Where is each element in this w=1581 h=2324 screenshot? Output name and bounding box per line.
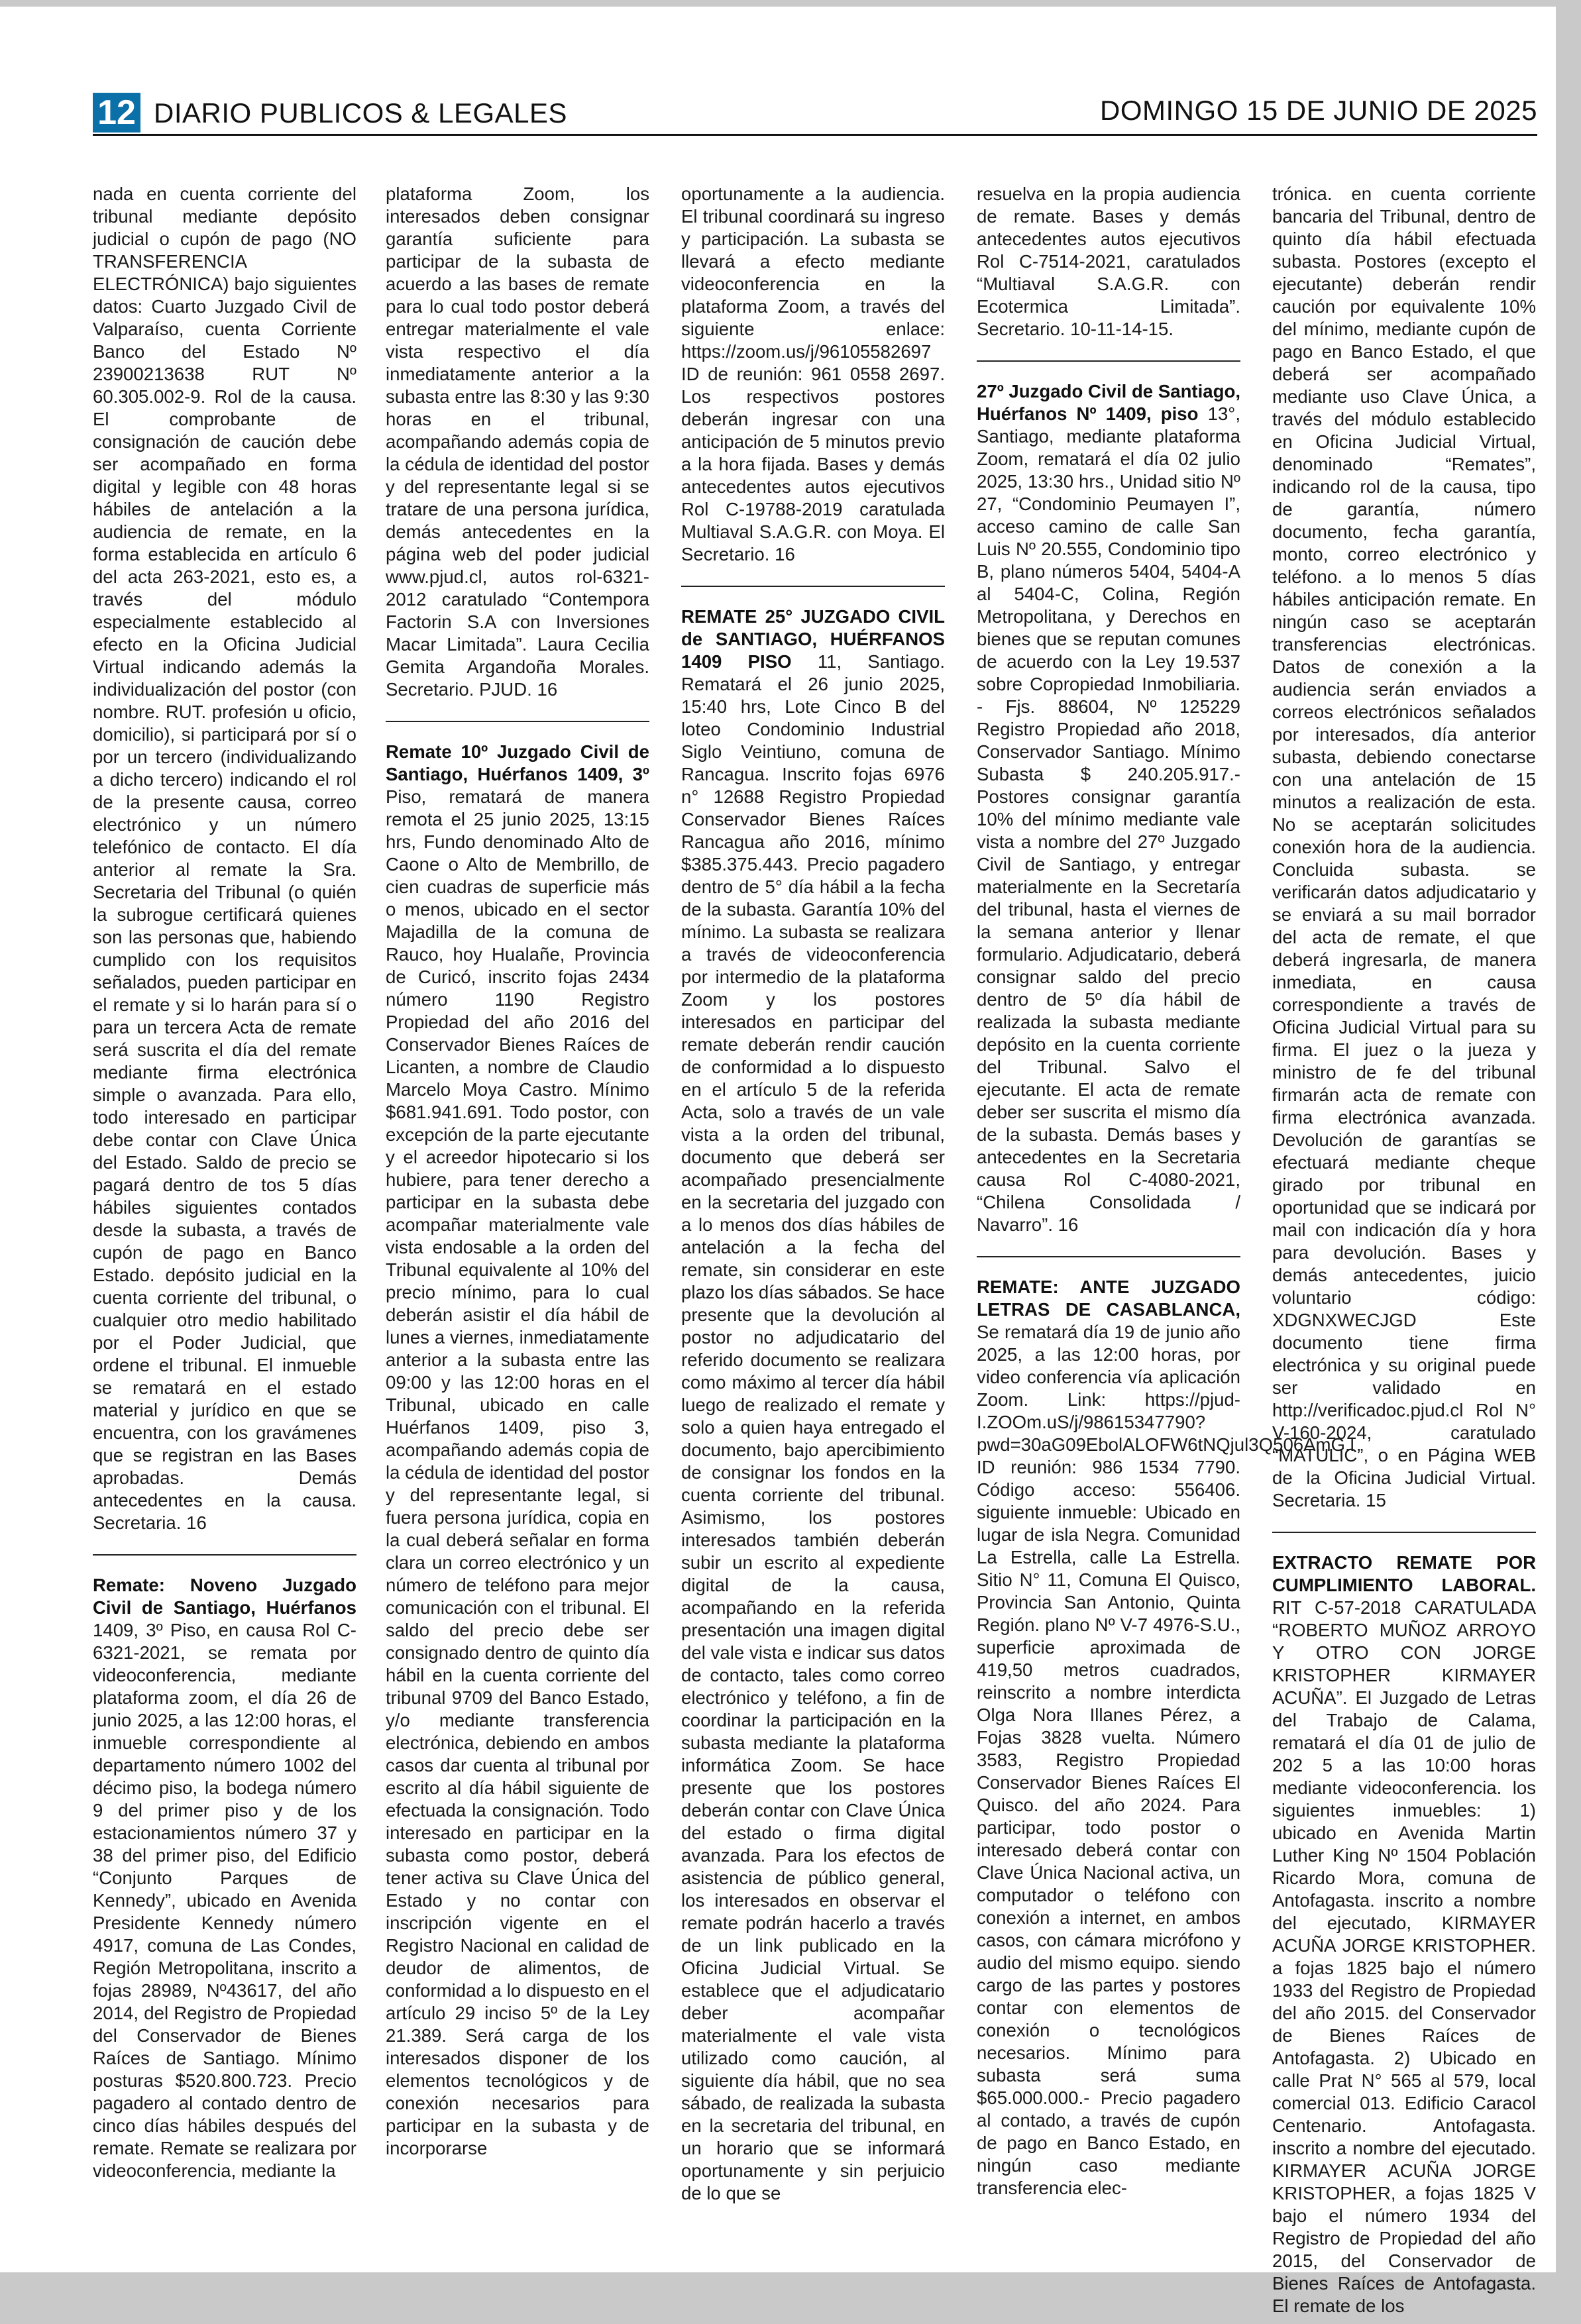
notice-body: 11, Santiago. Rematará el 26 junio 2025, 15:40 hrs, Lote Cinco B del loteo Condominio Industrial Siglo Veintiuno, comuna de Rancagua. Inscrito fojas 6976 n° 12688 Registro Propiedad Conservador Bienes Raíces Rancagua año 2016, mínimo $385.375.443. Precio pagadero dentro de 5° día hábil a la fecha de la subasta. Garantía 10% del mínimo. La subasta se realizara a través de videoconferencia por intermedio de la plataforma Zoom y los postores interesados en participar del remate deberán rendir caución de conformidad a lo dispuesto en el artículo 5 de la referida Acta, solo a través de un vale vista a la orden del tribunal, documento que deberá ser acompañado presencialmente en la secretaria del juzgado con a lo menos dos días hábiles de antelación a la fecha del remate, sin considerar en este plazo los días sábados. Se hace presente que la devolución al postor no adjudicatario del referido documento se realizara como máximo al tercer día hábil luego de realizado el remate y solo a quien haya entregado el documento, bajo apercibimiento de consignar los fondos en la cuenta corriente del tribunal. Asimismo, los postores interesados también deberán subir un escrito al expediente digital de la causa, acompañando en la referida presentación una imagen digital del vale vista e indicar sus datos de contacto, tales como correo electrónico y teléfono, a fin de coordinar la participación en la subasta mediante la plataforma informática Zoom. Se hace presente que los postores deberán contar con Clave Única del estado o firma digital avanzada. Para los efectos de asistencia de público general, los interesados en observar el remate podrán hacerlo a través de un link publicado en la Oficina Judicial Virtual. Se establece que el adjudicatario deber acompañar materialmente el vale vista utilizado como caución, al siguiente día hábil, que no sea sábado, de realizada la subasta en la secretaria del tribunal, en un horario que se informará oportunamente y sin perjuicio de lo que se: [681, 651, 945, 2203]
issue-date: DOMINGO 15 DE JUNIO DE 2025: [1099, 95, 1537, 126]
notice-continuation: trónica. en cuenta corriente bancaria del Tribunal, dentro de quinto día hábil efectuada subasta. Postores (excepto el ejecutante) deberán rendir caución por equivalente 10% del mínimo, mediante cupón de pago en Banco Estado, el que deberá ser acompañado mediante uso Clave Única, a través del módulo establecido en Oficina Judicial Virtual, denominado “Remates”, indicando rol de la causa, tipo de garantía, número documento, fecha garantía, monto, correo electrónico y teléfono. a lo menos 5 días hábiles anticipación remate. En ningún caso se aceptarán transferencias electrónicas. Datos de conexión a la audiencia serán enviados a correos electrónicos señalados por interesados, día anterior subasta, debiendo conectarse con una antelación de 15 minutos a realización de esta. No se aceptarán solicitudes conexión hora de la audiencia. Concluida subasta. se verificarán datos adjudicatario y se enviará a su mail borrador del acta de remate, el que deberá ingresarla, de manera inmediata, en causa correspondiente a través de Oficina Judicial Virtual para su firma. El juez o la jueza y ministro de fe del tribunal firmarán acta de remate con firma electrónica avanzada. Devolución de garantías se efectuará mediante cheque girado por tribunal en oportunidad que se indicará por mail con indicación día y hora para devolución. Bases y demás antecedentes, juicio voluntario código: XDGNXWECJGD Este documento tiene firma electrónica y su original puede ser validado en http://verificadoc.pjud.cl Rol N° V-160-2024, caratulado “MATULIC”, o en Página WEB de la Oficina Judicial Virtual. Secretaria. 15: [1272, 184, 1536, 1510]
notice-continuation: plataforma Zoom, los interesados deben consignar garantía suficiente para participar de la subasta de acuerdo a las bases de remate para lo cual todo postor deberá entregar materialmente el vale vista respectivo el día inmediatamente anterior a la subasta entre las 8:30 y las 9:30 horas en el tribunal, acompañando además copia de la cédula de identidad del postor y del representante legal si se tratare de una persona jurídica, demás antecedentes en la página web del poder judicial www.pjud.cl, autos rol-6321-2012 caratulado “Contempora Factorin S.A con Inversiones Macar Limitada”. Laura Cecilia Gemita Argandoña Morales. Secretario. PJUD. 16: [386, 184, 649, 700]
notice-body: Se rematará día 19 de junio año 2025, a las 12:00 horas, por video conferencia vía aplicación Zoom. Link: https://pjud-I.ZOOm.uS/j/98615347790?pwd=30aG09EbolALOFW6tNQjul3Q506AmG.l ID reunión: 986 1534 7790. Código acceso: 556406. siguiente inmueble: Ubicado en lugar de isla Negra. Comunidad La Estrella, calle La Estrella. Sitio N° 11, Comuna El Quisco, Provincia San Antonio, Quinta Región. plano Nº V-7 4976-S.U., superficie aproximada de 419,50 metros cuadrados, reinscrito a nombre interdicta Olga Nora Illanes Pérez, a Fojas 3828 vuelta. Número 3583, Registro Propiedad Conservador Bienes Raíces El Quisco. del año 2024. Para participar, todo postor o interesado deberá contar con Clave Única Nacional activa, un computador o teléfono con conexión a internet, en ambos casos, con cámara micrófono y audio del mismo equipo. siendo cargo de las partes y postores contar con elementos de conexión o tecnológicos necesarios. Mínimo para subasta será suma $65.000.000.- Precio pagadero al contado, a través de cupón de pago en Banco Estado, en ningún caso mediante transferencia elec-: [977, 1322, 1354, 2198]
notice-title: REMATE: ANTE JUZGADO LETRAS DE CASABLANCA,: [977, 1277, 1240, 1320]
newspaper-page: [0, 7, 1556, 2316]
column-5: [1272, 183, 1536, 2316]
divider: [1272, 1532, 1536, 1533]
newspaper-title: DIARIO PUBLICOS & LEGALES: [154, 97, 568, 129]
legal-notice: [1272, 1552, 1536, 2317]
notice-title: EXTRACTO REMATE POR CUMPLIMIENTO LABORAL.: [1272, 1552, 1536, 1595]
divider: [977, 1256, 1240, 1257]
legal-notice: [681, 606, 945, 2205]
notice-body: RIT C-57-2018 CARATULADA “ROBERTO MUÑOZ ARROYO Y OTRO CON JORGE KRISTOPHER KIRMAYER ACUÑA”. El Juzgado de Letras del Trabajo de Calama, rematará el día 01 de julio de 202 5 a las 10:00 horas mediante videoconferencia. los siguientes inmuebles: 1) ubicado en Avenida Martin Luther King Nº 1504 Población Ricardo Mora, comuna de Antofagasta. inscrito a nombre del ejecutado, KIRMAYER ACUÑA JORGE KRISTOPHER. a fojas 1825 bajo el número 1933 del Registro de Propiedad del año 2015. del Conservador de Bienes Raíces de Antofagasta. 2) Ubicado en calle Prat N° 565 al 579, local comercial 013. Edificio Caracol Centenario. Antofagasta. inscrito a nombre del ejecutado. KIRMAYER ACUÑA JORGE KRISTOPHER, a fojas 1825 V bajo el número 1934 del Registro de Propiedad del año 2015, del Conservador de Bienes Raíces de Antofagasta. El remate de los: [1272, 1597, 1536, 2316]
column-4: [977, 183, 1354, 2198]
notice-title: REMATE 25° JUZGADO CIVIL de SANTIAGO, HUÉRFANOS 1409 PISO: [681, 606, 945, 672]
page-header: [93, 87, 1537, 136]
divider: [977, 360, 1240, 362]
notice-body: Piso, rematará de manera remota el 25 junio 2025, 13:15 hrs, Fundo denominado Alto de Caone o Alto de Membrillo, de cien cuadras de superficie más o menos, ubicado en el sector Majadilla de la comuna de Rauco, hoy Hualañe, Provincia de Curicó, inscrito fojas 2434 número 1190 Registro Propiedad del año 2016 del Conservador Bienes Raíces de Licanten, a nombre de Claudio Marcelo Moya Castro. Mínimo $681.941.691. Todo postor, con excepción de la parte ejecutante y el acreedor hipotecario si los hubiere, para tener derecho a participar en la subasta debe acompañar materialmente vale vista endosable a la orden del Tribunal equivalente al 10% del precio mínimo, para lo cual deberán asistir el día hábil de lunes a viernes, inmediatamente anterior a la subasta entre las 09:00 y las 12:00 horas en el Tribunal, ubicado en calle Huérfanos 1409, piso 3, acompañando además copia de la cédula de identidad del postor y del representante legal, si fuera persona jurídica, copia en la cual deberá señalar en forma clara un correo electrónico y un número de teléfono para mejor comunicación con el tribunal. El saldo del precio debe ser consignado dentro de quinto día hábil en la cuenta corriente del tribunal 9709 del Banco Estado, y/o mediante transferencia electrónica, debiendo en ambos casos dar cuenta al tribunal por escrito al día hábil siguiente de efectuada la consignación. Todo interesado en participar en la subasta como postor, deberá tener activa su Clave Única del Estado y no contar con inscripción vigente en el Registro Nacional en calidad de deudor de alimentos, de conformidad a lo dispuesto en el artículo 29 inciso 5º de la Ley 21.389. Será carga de los interesados disponer de los elementos tecnológicos y de conexión necesarios para participar en la subasta y de incorporarse: [386, 786, 649, 2158]
column-1: [93, 183, 356, 2243]
column-3: [681, 183, 945, 2203]
column-2: [386, 183, 649, 2158]
notice-continuation: oportunamente a la audiencia. El tribunal coordinará su ingreso y participación. La subasta se llevará a efecto mediante videoconferencia en la plataforma Zoom, a través del siguiente enlace: https://zoom.us/j/96105582697 ID de reunión: 961 0558 2697. Los respectivos postores deberán ingresar con una anticipación de 5 minutos previo a la hora fijada. Bases y demás antecedentes autos ejecutivos Rol C-19788-2019 caratulada Multiaval S.A.G.R. con Moya. El Secretario. 16: [681, 184, 945, 564]
divider: [386, 721, 649, 722]
notice-title: Remate: Noveno Juzgado Civil de Santiago, Huérfanos: [93, 1575, 356, 1618]
notice-body: 13°, Santiago, mediante plataforma Zoom, rematará el día 02 julio 2025, 13:30 hrs., Unidad sitio Nº 27, “Condominio Peumayen I”, acceso camino de calle San Luis Nº 20.555, Condominio tipo B, plano números 5404, 5404-A al 5404-C, Colina, Región Metropolitana, y Derechos en bienes que se reputan comunes de acuerdo con la Ley 19.537 sobre Copropiedad Inmobiliaria. - Fjs. 88604, Nº 125229 Registro Propiedad año 2018, Conservador Santiago. Mínimo Subasta $ 240.205.917.- Postores consignar garantía 10% del mínimo mediante vale vista a nombre del 27º Juzgado Civil de Santiago, y entregar materialmente en la Secretaría del tribunal, hasta el viernes de la semana anterior y llenar formulario. Adjudicatario, deberá consignar saldo del precio dentro de 5º día hábil de realizada la subasta mediante depósito en la cuenta corriente del Tribunal. Salvo el ejecutante. El acta de remate deber ser suscrita el mismo día de la subasta. Demás bases y antecedentes en la Secretaria causa Rol C-4080-2021, “Chilena Consolidada / Navarro”. 16: [977, 403, 1240, 1235]
notice-continuation: nada en cuenta corriente del tribunal mediante depósito judicial o cupón de pago (NO TRANSFERENCIA ELECTRÓNICA) bajo siguientes datos: Cuarto Juzgado Civil de Valparaíso, cuenta Corriente Banco del Estado Nº 23900213638 RUT Nº 60.305.002-9. Rol de la causa. El comprobante de consignación de caución debe ser acompañado en forma digital y legible con 48 horas hábiles de antelación a la audiencia de remate, en la forma establecida en artículo 6 del acta 263-2021, esto es, a través del módulo especialmente establecido al efecto en la Oficina Judicial Virtual indicando además la individualización del postor (con nombre. RUT. profesión u oficio, domicilio), si participará por sí o por un tercero (individualizando a dicho tercero) indicando el rol de la presente causa, correo electrónico y un número telefónico de contacto. El día anterior al remate la Sra. Secretaria del Tribunal (o quién la subrogue certificará quienes son las personas que, habiendo cumplido con los requisitos señalados, pueden participar en el remate y si lo harán para sí o para un tercera Acta de remate será suscrita el día del remate mediante firma electrónica simple o avanzada. Para ello, todo interesado en participar debe contar con Clave Única del Estado. Saldo de precio se pagará dentro de tos 5 días hábiles siguientes contados desde la subasta, a través de cupón de pago en Banco Estado. depósito judicial en la cuenta corriente del tribunal, o cualquier otro medio habilitado por el Poder Judicial, que ordene el tribunal. El inmueble se rematará en el estado material y jurídico en que se encuentra, con los gravámenes que se registran en las Bases aprobadas. Demás antecedentes en la causa. Secretaria. 16: [93, 184, 356, 1533]
notice-title: Remate 10º Juzgado Civil de Santiago, Huérfanos 1409, 3º: [386, 741, 649, 784]
divider: [93, 1554, 356, 1556]
notice-continuation: resuelva en la propia audiencia de remate. Bases y demás antecedentes autos ejecutivos Rol C-7514-2021, caratulados “Multiaval S.A.G.R. con Ecotermica Limitada”. Secretario. 10-11-14-15.: [977, 184, 1240, 339]
legal-notice: [93, 1574, 356, 2182]
divider: [681, 586, 945, 587]
legal-notice: [977, 1276, 1354, 2199]
legal-notice: [977, 380, 1240, 1236]
page-number: 12: [93, 93, 140, 132]
notice-body: 1409, 3º Piso, en causa Rol C-6321-2021, se remata por videoconferencia, mediante plataforma zoom, el día 26 de junio 2025, a las 12:00 horas, el inmueble correspondiente al departamento número 1002 del décimo piso, la bodega número 9 del primer piso y de los estacionamientos número 37 y 38 del primer piso, del Edificio “Conjunto Parques de Kennedy”, ubicado en Avenida Presidente Kennedy número 4917, comuna de Las Condes, Región Metropolitana, inscrito a fojas 28989, Nº43617, del año 2014, del Registro de Propiedad del Conservador de Bienes Raíces de Santiago. Mínimo posturas $520.800.723. Precio pagadero al contado dentro de cinco días hábiles después del remate. Remate se realizara por videoconferencia, mediante la: [93, 1620, 356, 2181]
notice-title: 27º Juzgado Civil de Santiago, Huérfanos Nº 1409, piso: [977, 381, 1241, 424]
legal-notice: [386, 741, 649, 2160]
